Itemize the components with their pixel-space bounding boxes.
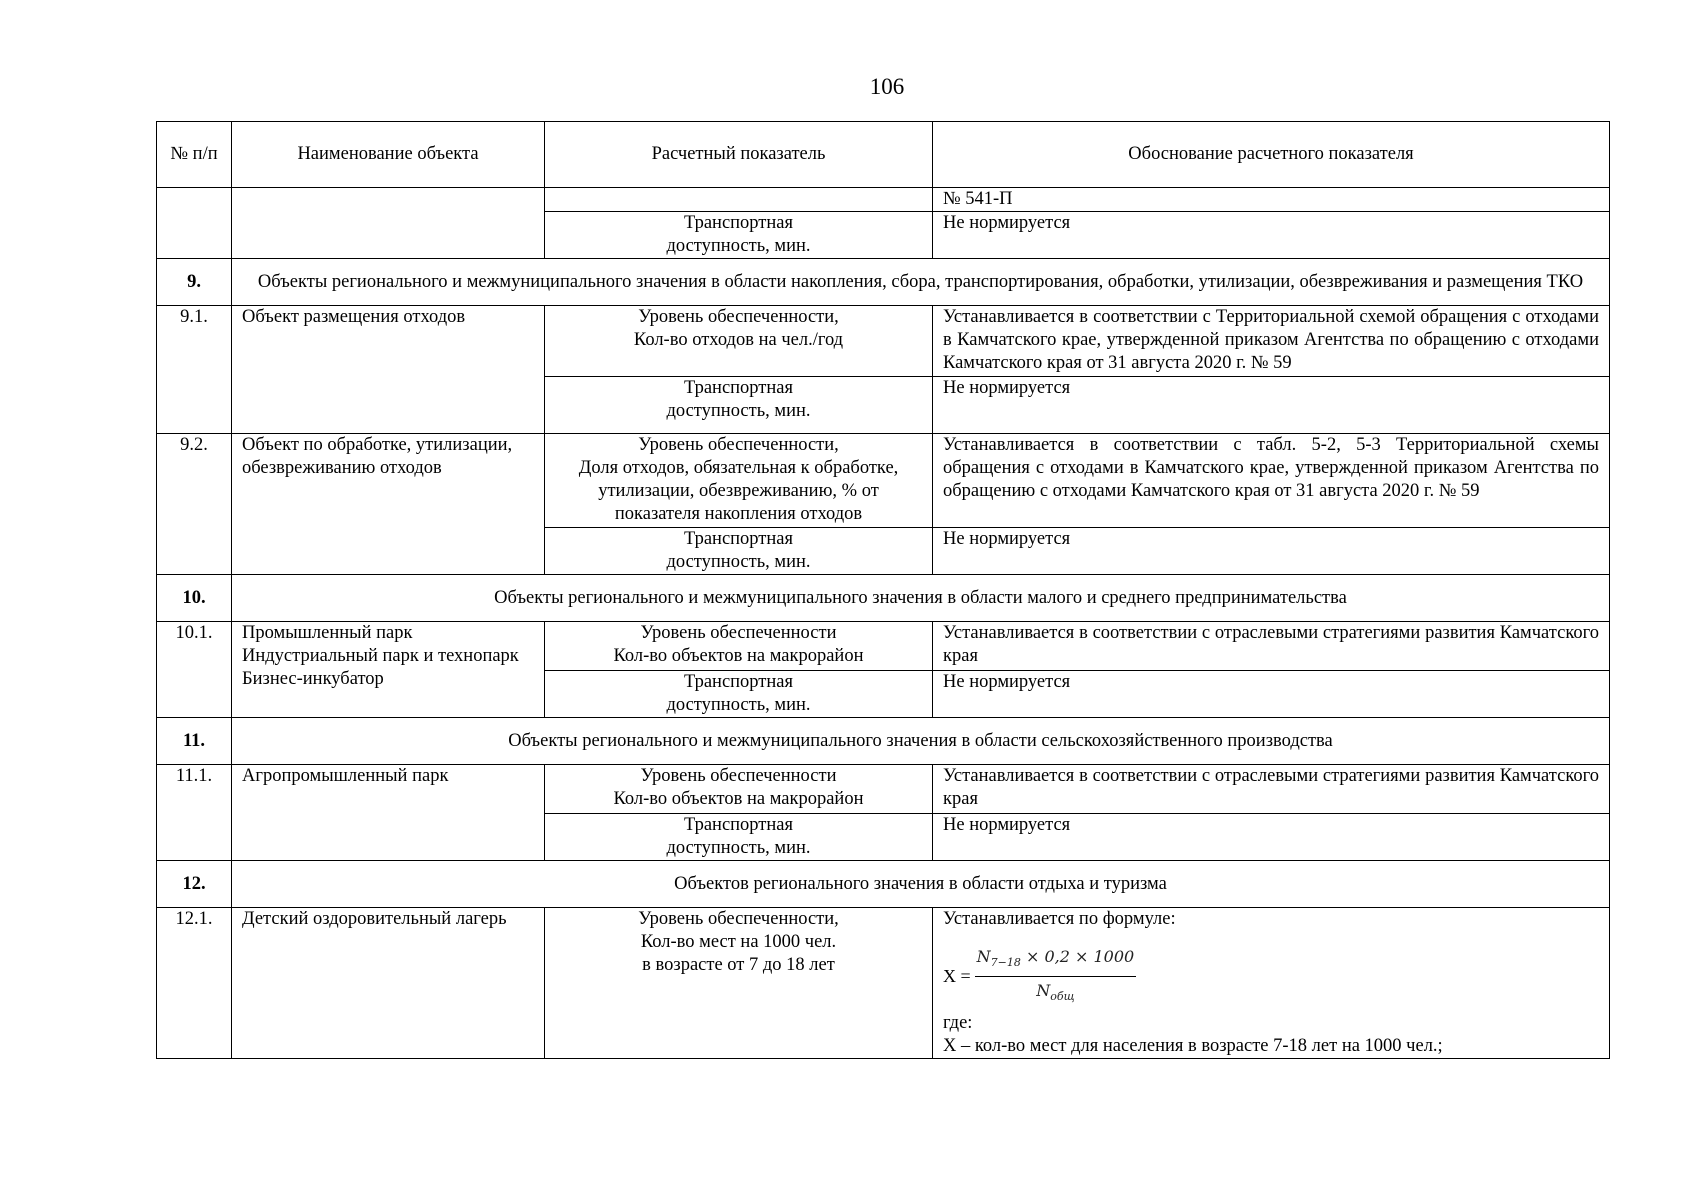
indicator-line: Кол-во мест на 1000 чел. xyxy=(640,932,837,952)
name-line: Бизнес-инкубатор xyxy=(242,669,384,689)
section-title: Объекты регионального и межмуниципального значения в области малого и среднего предпринимательства xyxy=(232,575,1610,622)
cell-basis: Устанавливается в соответствии с табл. 5-2, 5-3 Территориальной схемы обращения с отходами в Камчатского крае, утвержденной приказом Агентства по обращению с отходами Камчатского края от 31 августа 2020 г. № 59 xyxy=(933,434,1610,528)
section-row xyxy=(157,861,1610,908)
formula-n-rest: × 0,2 × 1000 xyxy=(1020,947,1135,966)
cell-basis: Устанавливается в соответствии с отраслевыми стратегиями развития Камчатского края xyxy=(933,622,1610,671)
indicator-line: Транспортная xyxy=(683,213,794,233)
cell-indicator xyxy=(545,434,933,528)
cell-indicator xyxy=(545,188,933,212)
formula-numerator xyxy=(975,945,1137,977)
section-title: Объекты регионального и межмуниципального значения в области накопления, сбора, транспортирования, обработки, утилизации, обезвреживания и размещения ТКО xyxy=(232,259,1610,306)
cell-name xyxy=(232,188,545,259)
cell-num: 10.1. xyxy=(157,622,232,718)
section-num: 9. xyxy=(157,259,232,306)
formula-n-sub: 7−18 xyxy=(990,956,1021,970)
indicator-line: Уровень обеспеченности, xyxy=(638,307,839,327)
indicator-line: Уровень обеспеченности, xyxy=(638,909,839,929)
cell-basis: Не нормируется xyxy=(933,377,1610,434)
indicator-line: Транспортная xyxy=(683,378,794,398)
cell-basis: Устанавливается в соответствии с Территориальной схемой обращения с отходами в Камчатского крае, утвержденной приказом Агентства по обращению с отходами Камчатского края от 31 августа 2020 г. № 59 xyxy=(933,306,1610,377)
cell-name: Агропромышленный парк xyxy=(232,765,545,861)
section-title: Объектов регионального значения в области отдыха и туризма xyxy=(232,861,1610,908)
table-header-row xyxy=(157,122,1610,188)
cell-indicator xyxy=(545,671,933,718)
section-title: Объекты регионального и межмуниципального значения в области сельскохозяйственного производства xyxy=(232,718,1610,765)
formula-intro: Устанавливается по формуле: xyxy=(943,909,1176,929)
cell-basis xyxy=(933,908,1610,1059)
cell-indicator xyxy=(545,306,933,377)
cell-num: 11.1. xyxy=(157,765,232,861)
indicator-line: Кол-во отходов на чел./год xyxy=(633,330,844,350)
cell-name: Объект по обработке, утилизации, обезвреживанию отходов xyxy=(232,434,545,575)
table-row xyxy=(157,622,1610,671)
formula-n: N xyxy=(976,947,991,966)
cell-indicator xyxy=(545,377,933,434)
page-number: 106 xyxy=(869,74,905,99)
indicator-line: Транспортная xyxy=(683,672,794,692)
formula-fraction xyxy=(975,945,1137,1008)
cell-name: Детский оздоровительный лагерь xyxy=(232,908,545,1059)
cell-basis: Не нормируется xyxy=(933,671,1610,718)
section-num: 12. xyxy=(157,861,232,908)
cell-num: 9.2. xyxy=(157,434,232,575)
indicator-line: Транспортная xyxy=(683,529,794,549)
formula-d: N xyxy=(1036,981,1051,1001)
formula-lhs: X = xyxy=(943,966,971,987)
cell-indicator xyxy=(545,908,933,1059)
cell-indicator xyxy=(545,528,933,575)
cell-basis: Не нормируется xyxy=(933,528,1610,575)
header-basis: Обоснование расчетного показателя xyxy=(933,122,1610,188)
section-num: 10. xyxy=(157,575,232,622)
cell-num xyxy=(157,188,232,259)
header-num: № п/п xyxy=(157,122,232,188)
indicator-line: Уровень обеспеченности xyxy=(640,766,837,786)
cell-indicator xyxy=(545,212,933,259)
section-num: 11. xyxy=(157,718,232,765)
indicator-line: доступность, мин. xyxy=(666,695,811,715)
indicator-line: Кол-во объектов на макрорайон xyxy=(613,789,864,809)
table-row xyxy=(157,765,1610,814)
cell-indicator xyxy=(545,765,933,814)
name-line: Индустриальный парк и технопарк xyxy=(242,646,519,666)
section-row xyxy=(157,718,1610,765)
table-row xyxy=(157,908,1610,1059)
formula-d-sub: общ xyxy=(1050,990,1075,1004)
section-row xyxy=(157,259,1610,306)
indicator-line: Уровень обеспеченности xyxy=(640,623,837,643)
indicator-line: Уровень обеспеченности, xyxy=(638,435,839,455)
table-row xyxy=(157,306,1610,377)
table-row xyxy=(157,188,1610,212)
header-indicator: Расчетный показатель xyxy=(545,122,933,188)
indicator-line: доступность, мин. xyxy=(666,236,811,256)
formula-where: где: xyxy=(943,1013,973,1034)
indicator-line: Транспортная xyxy=(683,815,794,835)
standards-table xyxy=(156,121,1610,1059)
cell-num: 12.1. xyxy=(157,908,232,1059)
header-name: Наименование объекта xyxy=(232,122,545,188)
indicator-line: доступность, мин. xyxy=(666,552,811,572)
cell-basis: № 541-П xyxy=(933,188,1610,212)
cell-name: Объект размещения отходов xyxy=(232,306,545,434)
name-line: Промышленный парк xyxy=(242,623,413,643)
indicator-line: Кол-во объектов на макрорайон xyxy=(613,646,864,666)
indicator-line: доступность, мин. xyxy=(666,401,811,421)
indicator-line: доступность, мин. xyxy=(666,838,811,858)
cell-indicator xyxy=(545,622,933,671)
indicator-line: в возрасте от 7 до 18 лет xyxy=(642,955,835,975)
cell-name xyxy=(232,622,545,718)
formula-x-definition: Х – кол-во мест для населения в возрасте 7-18 лет на 1000 чел.; xyxy=(943,1036,1443,1057)
cell-num: 9.1. xyxy=(157,306,232,434)
cell-basis: Устанавливается в соответствии с отраслевыми стратегиями развития Камчатского края xyxy=(933,765,1610,814)
cell-indicator xyxy=(545,814,933,861)
table-row xyxy=(157,434,1610,528)
formula xyxy=(943,945,1136,1008)
indicator-line: Доля отходов, обязательная к обработке, утилизации, обезвреживанию, % от показателя накопления отходов xyxy=(578,458,899,524)
formula-denominator xyxy=(1036,977,1074,1008)
cell-basis: Не нормируется xyxy=(933,212,1610,259)
section-row xyxy=(157,575,1610,622)
cell-basis: Не нормируется xyxy=(933,814,1610,861)
